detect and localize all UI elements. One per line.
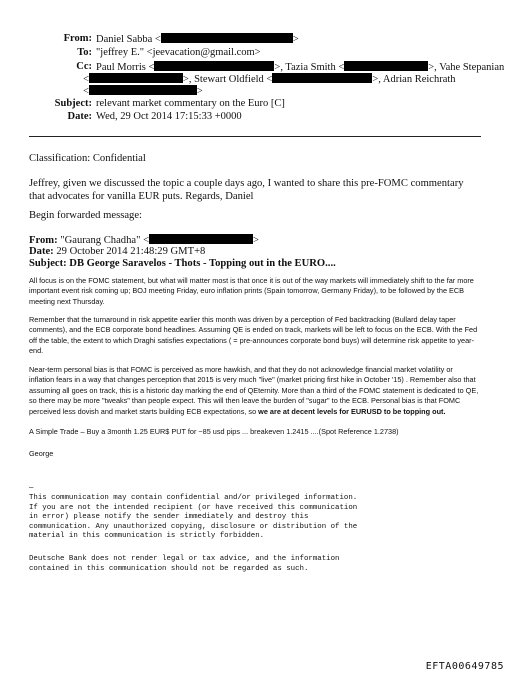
disclaimer-dash: — (29, 484, 34, 492)
fwd-from-label: From: (29, 235, 58, 246)
signature: George (29, 449, 54, 458)
to-value: "jeffrey E." <jeevacation@gmail.com> (96, 47, 261, 58)
cc-text: >, Stewart Oldfield < (182, 74, 273, 85)
subject-label: Subject: (54, 98, 92, 109)
paragraph-3-bold: we are at decent levels for EURUSD to be topping out. (258, 406, 446, 416)
redaction-bar (272, 73, 372, 83)
redaction-bar (89, 85, 197, 95)
legal-notice: Deutsche Bank does not render legal or tax advice, and the information contained in this communication should not be regarded as such. (29, 555, 340, 573)
intro-paragraph: Jeffrey, given we discussed the topic a couple days ago, I wanted to share this pre-FOMC commentary that advocates for vanilla EUR puts. Regards, Daniel (29, 178, 464, 202)
cc-line-3 (83, 85, 203, 98)
cc-text: Paul Morris < (96, 62, 155, 73)
classification: Classification: Confidential (29, 153, 146, 164)
redaction-bar (344, 61, 428, 71)
date-label: Date: (67, 111, 92, 122)
document-id: EFTA00649785 (425, 661, 504, 672)
header-divider (29, 136, 481, 137)
paragraph-3 (29, 365, 479, 417)
from-value (96, 33, 299, 46)
trade-line: A Simple Trade – Buy a 3month 1.25 EUR$ PUT for ~85 usd pips ... breakeven 1.2415 ....(Spot Reference 1.2738) (29, 427, 399, 436)
date-value: Wed, 29 Oct 2014 17:15:33 +0000 (96, 111, 242, 122)
fwd-subject: Subject: DB George Saravelos - Thots - Topping out in the EURO.... (29, 258, 336, 269)
to-label: To: (77, 47, 92, 58)
cc-text: < (83, 74, 89, 85)
from-label: From: (63, 33, 92, 44)
cc-text: > (196, 86, 203, 97)
fwd-date (29, 246, 481, 259)
from-close: > (292, 34, 299, 45)
cc-text: >, Vahe Stepanian (428, 62, 505, 73)
redaction-bar (154, 61, 274, 71)
redaction-bar (149, 234, 253, 244)
paragraph-1: All focus is on the FOMC statement, but what will matter most is that once it is out of the way markets will immediately shift to the far more important event risk coming up; BOJ meeting Friday, euro inflation prints (Spain tomorrow, Germany Friday), to be followed by the ECB meeting next Thursday. (29, 276, 474, 306)
redaction-bar (89, 73, 183, 83)
paragraph-3-text: Near-term personal bias is that FOMC is perceived as more hawkish, and that they do not acknowledge financial market volatility or inflation fears in a way that changes perception that 2015 is very much "live" (market pricing first hike in October '15) . Remember also that assuming all goes on track, this is a historic day marking the end of QEternity. More than a third of the FOMC statement is dedicated to QE, so there may be more "tweaks" than people expect. This will then leave the burden of "sugar" to the ECB. Personal bias is that FOMC perceived less dovish and market starts building ECB expectations, so (29, 365, 479, 416)
cc-text: < (83, 86, 89, 97)
begin-forwarded: Begin forwarded message: (29, 210, 142, 221)
cc-text: >, Tazia Smith < (274, 62, 345, 73)
fwd-date-value: 29 October 2014 21:48:29 GMT+8 (53, 246, 206, 257)
from-name: Daniel Sabba < (96, 34, 161, 45)
cc-label: Cc: (76, 61, 92, 72)
fwd-from-value: "Gaurang Chadha" < (57, 235, 150, 246)
confidentiality-disclaimer: This communication may contain confidential and/or privileged information. If you are not the intended recipient (or have received this communication in error) please notify the sender immediately and destroy this communication. Any unauthorized copying, disclosure or distribution of the material in this communication is strictly forbidden. (29, 494, 358, 540)
paragraph-2: Remember that the turnaround in risk appetite earlier this month was driven by a perception of Fed backtracking (Bullard delay taper comments), and the ECB corporate bond headlines. Assuming QE is ended on track, markets will be left to focus on the ECB. With the Fed off the table, the extent to which Draghi satisfies expectations ( = pre-announces corporate bond buys) will determine risk appetite to year-end. (29, 315, 478, 356)
fwd-from-close: > (253, 235, 260, 246)
redaction-bar (161, 33, 293, 43)
subject-value: relevant market commentary on the Euro [C] (96, 98, 285, 109)
cc-text: >, Adrian Reichrath (372, 74, 456, 85)
fwd-date-label: Date: (29, 246, 54, 257)
